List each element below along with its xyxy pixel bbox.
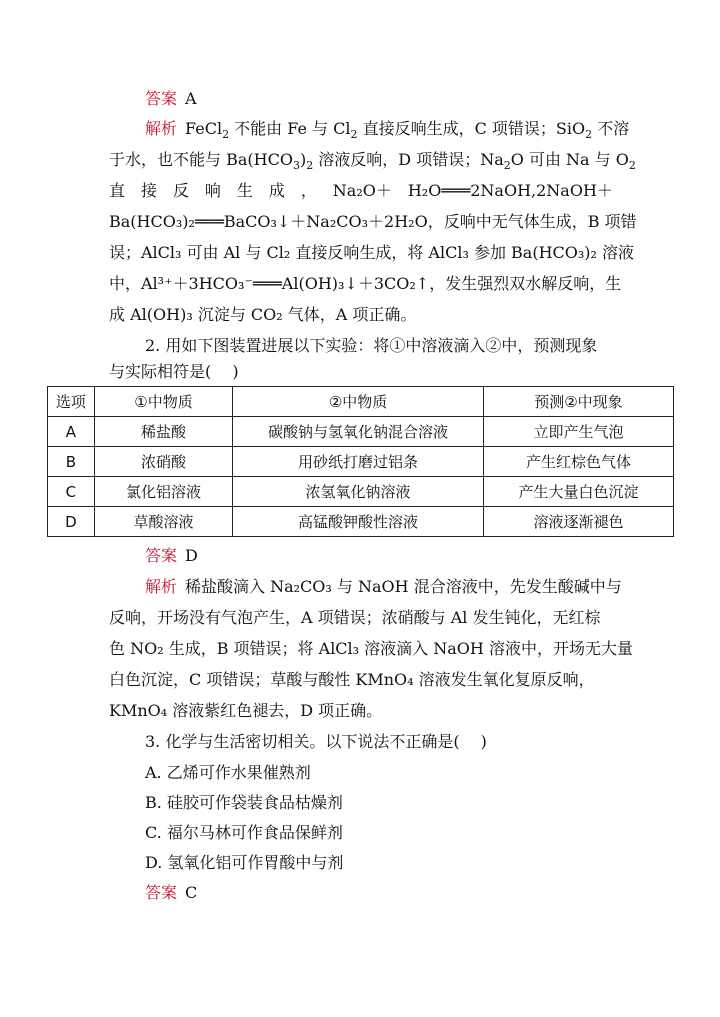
table-cell: A	[48, 417, 95, 447]
answer-value: C	[185, 883, 198, 902]
option-a: A. 乙烯可作水果催熟剂	[145, 763, 311, 782]
table-row	[48, 477, 674, 507]
table-cell: 用砂纸打磨过铝条	[233, 447, 484, 477]
table-row	[48, 417, 674, 447]
table-cell: 碳酸钠与氢氧化钠混合溶液	[233, 417, 484, 447]
table-cell: C	[48, 477, 95, 507]
explanation-line: 中，Al³⁺＋3HCO₃⁻═══Al(OH)₃↓＋3CO₂↑，发生强烈双水解反响，生	[109, 274, 622, 293]
answer-value: A	[185, 89, 197, 108]
header-cell: ②中物质	[233, 387, 484, 417]
table-row	[48, 447, 674, 477]
table-cell: 产生红棕色气体	[483, 447, 673, 477]
table-header-row	[48, 387, 674, 417]
table-cell: 浓硝酸	[94, 447, 232, 477]
table-cell: 浓氢氧化钠溶液	[233, 477, 484, 507]
table-cell: 稀盐酸	[94, 417, 232, 447]
explanation-line: 误；AlCl₃ 可由 Al 与 Cl₂ 直接反响生成，将 AlCl₃ 参加 Ba(HCO₃)₂ 溶液	[109, 243, 635, 262]
table-cell: B	[48, 447, 95, 477]
explanation-line-justified: 直 接 反 响 生 成 ， Na₂O＋ H₂O═══2NaOH,2NaOH＋	[109, 181, 613, 200]
header-cell: 选项	[48, 387, 95, 417]
table-cell: 氯化铝溶液	[94, 477, 232, 507]
table-cell: 产生大量白色沉淀	[483, 477, 673, 507]
option-d: D. 氢氧化铝可作胃酸中与剂	[145, 853, 344, 872]
option-b: B. 硅胶可作袋装食品枯燥剂	[145, 793, 343, 812]
table-row	[48, 507, 674, 537]
explanation-line: 白色沉淀，C 项错误；草酸与酸性 KMnO₄ 溶液发生氧化复原反响，	[109, 670, 595, 689]
question-2-stem: 2. 用如下图装置进展以下实验：将①中溶液滴入②中，预测现象	[145, 336, 598, 355]
answer-value: D	[185, 546, 198, 565]
explanation-line: 色 NO₂ 生成，B 项错误；将 AlCl₃ 溶液滴入 NaOH 溶液中，开场无大量	[109, 639, 633, 658]
answer-line-3	[145, 882, 613, 904]
header-cell: ①中物质	[94, 387, 232, 417]
table-cell: D	[48, 507, 95, 537]
question-2-stem: 与实际相符是( )	[109, 362, 239, 381]
answer-line-2	[145, 545, 613, 567]
table-cell: 立即产生气泡	[483, 417, 673, 447]
explanation-label: 解析	[145, 577, 178, 596]
header-cell: 预测②中现象	[483, 387, 673, 417]
table-cell: 溶液逐渐褪色	[483, 507, 673, 537]
explanation-label: 解析	[145, 119, 178, 138]
options-table	[47, 386, 674, 537]
explanation-line: 反响，开场没有气泡产生，A 项错误；浓硝酸与 Al 发生钝化，无红棕	[109, 608, 601, 627]
explanation-line: 解析 FeCl$_2$ 不能由 Fe 与 $Cl_2$ 直接反响生成，C 项错误；SiO$_2$ 不溶	[145, 119, 630, 142]
question-3-stem: 3. 化学与生活密切相关。以下说法不正确是( )	[145, 732, 487, 751]
explanation-line: Ba(HCO₃)₂═══BaCO₃↓＋Na₂CO₃＋2H₂O，反响中无气体生成，B 项错	[109, 212, 637, 231]
explanation-line: 成 Al(OH)₃ 沉淀与 CO₂ 气体，A 项正确。	[109, 305, 417, 324]
explanation-line: 于水，也不能与 $Ba(HCO_3)_2$ 溶液反响，D 项错误；$Na_2O$ 可由 Na 与 $O_2$	[109, 150, 636, 173]
answer-label: 答案	[145, 89, 178, 108]
answer-label: 答案	[145, 546, 178, 565]
table-cell: 草酸溶液	[94, 507, 232, 537]
explanation-line: 解析 稀盐酸滴入 Na₂CO₃ 与 NaOH 混合溶液中，先发生酸碱中与	[145, 577, 622, 596]
answer-line-1	[145, 88, 613, 110]
table-cell: 高锰酸钾酸性溶液	[233, 507, 484, 537]
answer-label: 答案	[145, 883, 178, 902]
option-c: C. 福尔马林可作食品保鲜剂	[145, 823, 343, 842]
explanation-line: KMnO₄ 溶液紫红色褪去，D 项正确。	[109, 701, 383, 720]
